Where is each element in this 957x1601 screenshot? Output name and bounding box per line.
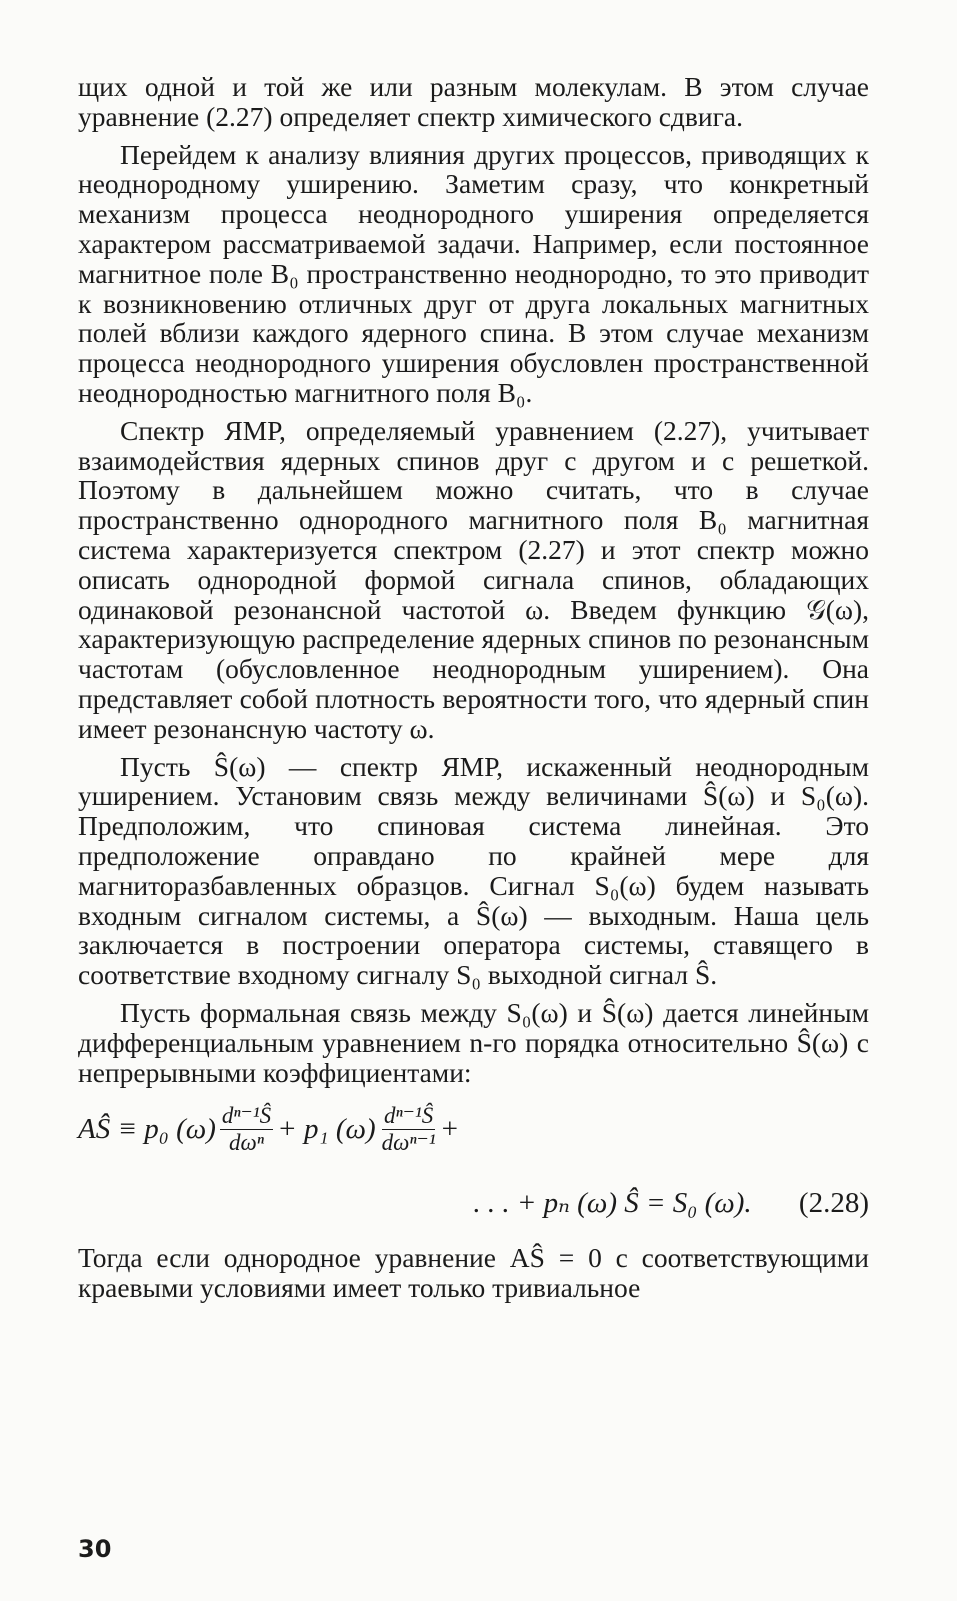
equation-middle-term: + p₁ (ω) [277,1112,376,1145]
fraction-2 [380,1103,438,1156]
paragraph-homogeneous-equation: Тогда если однородное уравнение AŜ = 0 с соответствующими краевыми условиями имеет только тривиальное [78,1242,869,1304]
fraction-1 [220,1103,273,1156]
equation-line-2 [473,1185,869,1220]
fraction-1-denominator: dωⁿ [229,1129,265,1155]
equation-line-1 [78,1093,458,1165]
paragraph-inhomogeneous-broadening: Перейдем к анализу влияния других процессов, приводящих к неоднородному уширению. Заметим сразу, что конкретный механизм процесса неоднородного уширения определяется характером рассматриваемой задачи. Например, если постоянное магнитное поле B₀ пространственно неоднородно, то это приводит к возникновению отличных друг от друга локальных магнитных полей вблизи каждого ядерного спина. В этом случае механизм процесса неоднородного уширения обусловлен пространственной неоднородностью магнитного поля B₀. [78,138,869,408]
equation-lhs: AŜ ≡ p₀ (ω) [78,1112,216,1145]
fraction-1-numerator: dⁿ⁻¹Ŝ [221,1102,272,1128]
fraction-2-denominator: dωⁿ⁻¹ [381,1129,436,1155]
paragraph-nmr-spectrum: Спектр ЯМР, определяемый уравнением (2.27), учитывает взаимодействия ядерных спинов друг с другом и с решеткой. Поэтому в дальнейшем можно считать, что в случае пространственно однородного магнитного поля B₀ магнитная система характеризуется спектром (2.27) и этот спектр можно описать однородной формой сигнала спинов, обладающих одинаковой резонансной частотой ω. Введем функцию 𝒢(ω), характеризующую распределение ядерных спинов по резонансным частотам (обусловленное неоднородным уширением). Она представляет собой плотность вероятности того, что ядерный спин имеет резонансную частоту ω. [78,414,869,744]
fraction-2-numerator: dⁿ⁻¹Ŝ [384,1102,434,1128]
page-number: 30 [78,1535,112,1563]
equation-2-28 [78,1093,869,1243]
equation-number: (2.28) [798,1187,869,1220]
equation-line-2-text: . . . + pₙ (ω) Ŝ = S₀ (ω). [473,1187,752,1220]
equation-tail: + [441,1112,459,1145]
paragraph-distorted-spectrum: Пусть Ŝ(ω) — спектр ЯМР, искаженный неоднородным уширением. Установим связь между величинами Ŝ(ω) и S₀(ω). Предположим, что спиновая система линейная. Это предположение оправдано по крайней мере для магниторазбавленных образцов. Сигнал S₀(ω) будем называть входным сигналом системы, а Ŝ(ω) — выходным. Наша цель заключается в построении оператора системы, ставящего в соответствие входному сигналу S₀ выходной сигнал Ŝ. [78,750,869,991]
paragraph-continuation: щих одной и той же или разным молекулам. В этом случае уравнение (2.27) определяет спектр химического сдвига. [78,71,869,132]
paragraph-formal-relation: Пусть формальная связь между S₀(ω) и Ŝ(ω) дается линейным дифференциальным уравнением n-го порядка относительно Ŝ(ω) с непрерывными коэффициентами: [78,996,869,1088]
